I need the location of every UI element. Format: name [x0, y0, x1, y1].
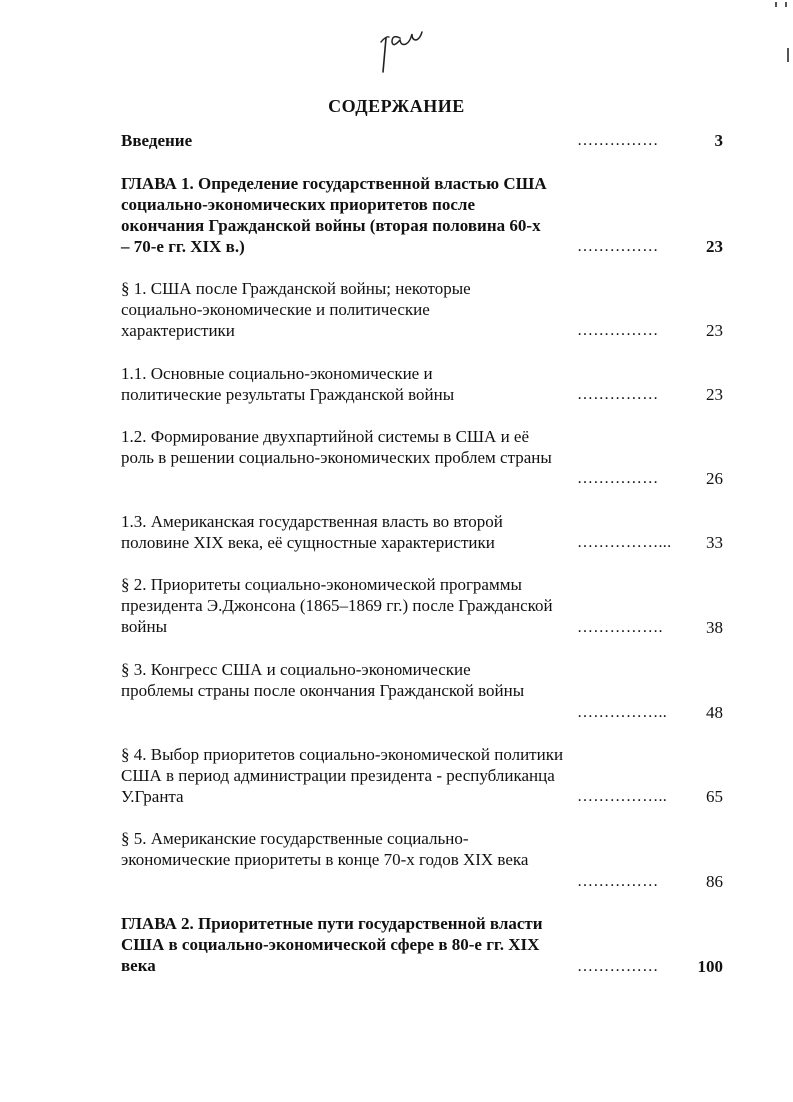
- toc-leader-dots: ……………: [577, 873, 659, 890]
- toc-entry-chapter-2: ГЛАВА 2. Приоритетные пути государственной власти США в социально-экономической сфере в 80-е гг. XIX века: [121, 914, 543, 975]
- toc-entry-introduction: Введение: [121, 131, 193, 150]
- toc-page-number: 38: [706, 618, 723, 637]
- toc-leader-dots: ……………: [577, 958, 659, 975]
- toc-page-number: 23: [706, 385, 723, 404]
- toc-entry-subsection-1-2: 1.2. Формирование двухпартийной системы в США и её роль в решении социально-экономических проблем страны: [121, 427, 552, 467]
- page-title: СОДЕРЖАНИЕ: [328, 96, 465, 116]
- toc-leader-dots: ……………..: [577, 788, 668, 805]
- toc-leader-dots: ……………: [577, 386, 659, 403]
- toc-leader-dots: ……………...: [577, 534, 672, 551]
- toc-entry-chapter-1: ГЛАВА 1. Определение государственной властью США социально-экономических приоритетов после окончания Гражданской войны (вторая половина 60-х – 70-е гг. XIX в.): [121, 174, 547, 256]
- toc-page-number: 86: [706, 872, 723, 891]
- toc-leader-dots: ……………: [577, 322, 659, 339]
- toc-page-number: 33: [706, 533, 723, 552]
- toc-leader-dots: ……………: [577, 238, 659, 255]
- toc-leader-dots: ……………..: [577, 704, 668, 721]
- toc-entry-section-5: § 5. Американские государственные социально-экономические приоритеты в конце 70-х годов XIX века: [121, 829, 529, 869]
- toc-page-number: 3: [714, 131, 723, 150]
- toc-entry-subsection-1-1: 1.1. Основные социально-экономические и политические результаты Гражданской войны: [121, 364, 455, 404]
- toc-leader-dots: ……………: [577, 470, 659, 487]
- toc-entry-section-1: § 1. США после Гражданской войны; некоторые социально-экономические и политические характеристики: [121, 279, 471, 340]
- toc-entry-section-2: § 2. Приоритеты социально-экономической программы президента Э.Джонсона (1865–1869 гг.) после Гражданской войны: [121, 575, 553, 636]
- toc-page-number: 26: [706, 469, 723, 488]
- toc-page-number: 48: [706, 703, 723, 722]
- toc-page-number: 65: [706, 787, 723, 806]
- toc-entry-section-4: § 4. Выбор приоритетов социально-экономической политики США в период администрации президента - республиканца У.Гранта: [121, 745, 564, 806]
- toc-leader-dots: …………….: [577, 619, 663, 636]
- toc-leader-dots: ……………: [577, 132, 659, 149]
- toc-entry-subsection-1-3: 1.3. Американская государственная власть во второй половине XIX века, её сущностные характеристики: [121, 512, 503, 552]
- toc-entry-section-3: § 3. Конгресс США и социально-экономические проблемы страны после окончания Гражданской войны: [121, 660, 525, 700]
- toc-page-number: 100: [697, 957, 723, 976]
- toc-page-number: 23: [706, 237, 723, 256]
- toc-page-number: 23: [706, 321, 723, 340]
